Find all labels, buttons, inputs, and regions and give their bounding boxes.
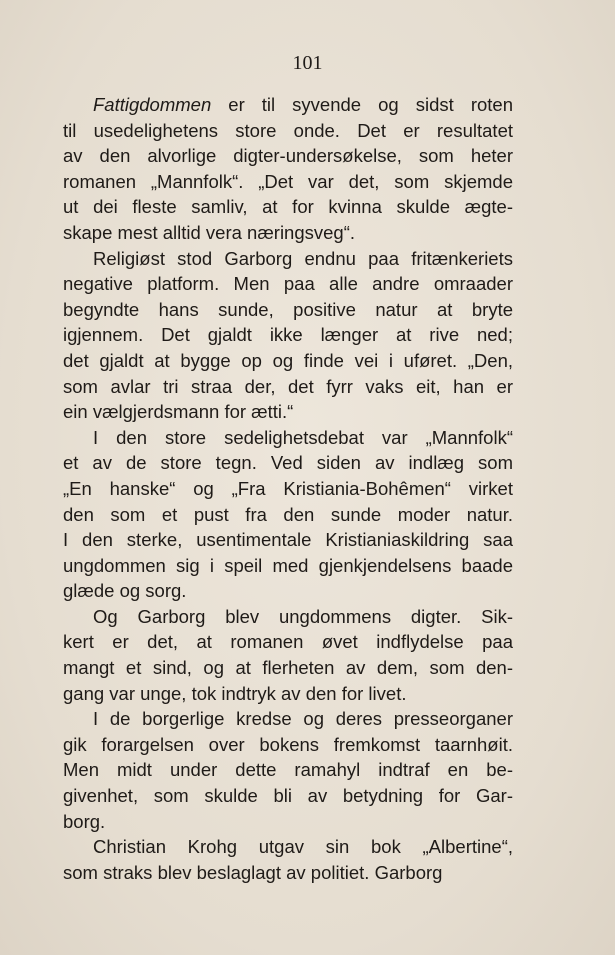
text-line: det gjaldt at bygge op og finde vei i uføret. „Den, — [63, 349, 513, 371]
text-line: kert er det, at romanen øvet indflydelse paa — [63, 631, 513, 653]
text-line: I de borgerlige kredse og deres presseorganer — [93, 708, 513, 730]
text-line: givenhet, som skulde bli av betydning for Gar- — [63, 785, 513, 807]
text-line: borg. — [63, 810, 106, 832]
text-line: gik forargelsen over bokens fremkomst taarnhøit. — [63, 733, 513, 755]
line-text: er til syvende og sidst roten — [211, 94, 513, 115]
text-line: „En hanske“ og „Fra Kristiania-Bohêmen“ virket — [63, 477, 513, 499]
text-line: skape mest alltid vera næringsveg“. — [63, 221, 356, 243]
text-line: ein vælgjerdsmann for ætti.“ — [63, 401, 294, 423]
text-line: til usedelighetens store onde. Det er resultatet — [63, 119, 513, 141]
text-line: Religiøst stod Garborg endnu paa fritænkeriets — [93, 247, 513, 269]
text-line: gang var unge, tok indtryk av den for livet. — [63, 682, 407, 704]
text-line: et av de store tegn. Ved siden av indlæg som — [63, 452, 513, 474]
text-line: romanen „Mannfolk“. „Det var det, som skjemde — [63, 170, 513, 192]
text-line: negative platform. Men paa alle andre omraader — [63, 273, 513, 295]
text-line: Men midt under dette ramahyl indtraf en be- — [63, 759, 513, 781]
text-line: av den alvorlige digter-undersøkelse, som heter — [63, 145, 513, 167]
text-line: igjennem. Det gjaldt ikke længer at rive ned; — [63, 324, 513, 346]
text-line: som straks blev beslaglagt av politiet. Garborg — [63, 861, 443, 883]
page-number: 101 — [292, 52, 323, 74]
text-line: mangt et sind, og at flerheten av dem, som den- — [63, 657, 513, 679]
text-line: I den store sedelighetsdebat var „Mannfolk“ — [93, 426, 513, 448]
body-text — [63, 92, 513, 885]
text-line: ut dei fleste samliv, at for kvinna skulde ægte- — [63, 196, 513, 218]
text-line: Og Garborg blev ungdommens digter. Sik- — [93, 605, 513, 627]
text-line: Christian Krohg utgav sin bok „Albertine“, — [93, 836, 513, 858]
text-line — [63, 92, 513, 118]
text-line: ungdommen sig i speil med gjenkjendelsens baade — [63, 554, 513, 576]
text-line: glæde og sorg. — [63, 580, 187, 602]
text-line: som avlar tri straa der, det fyrr vaks eit, han er — [63, 375, 513, 397]
text-line: I den sterke, usentimentale Kristianiaskildring saa — [63, 529, 513, 551]
italic-title: Fattigdommen — [93, 94, 212, 115]
text-line: begyndte hans sunde, positive natur at bryte — [63, 298, 513, 320]
text-line: den som et pust fra den sunde moder natur. — [63, 503, 513, 525]
